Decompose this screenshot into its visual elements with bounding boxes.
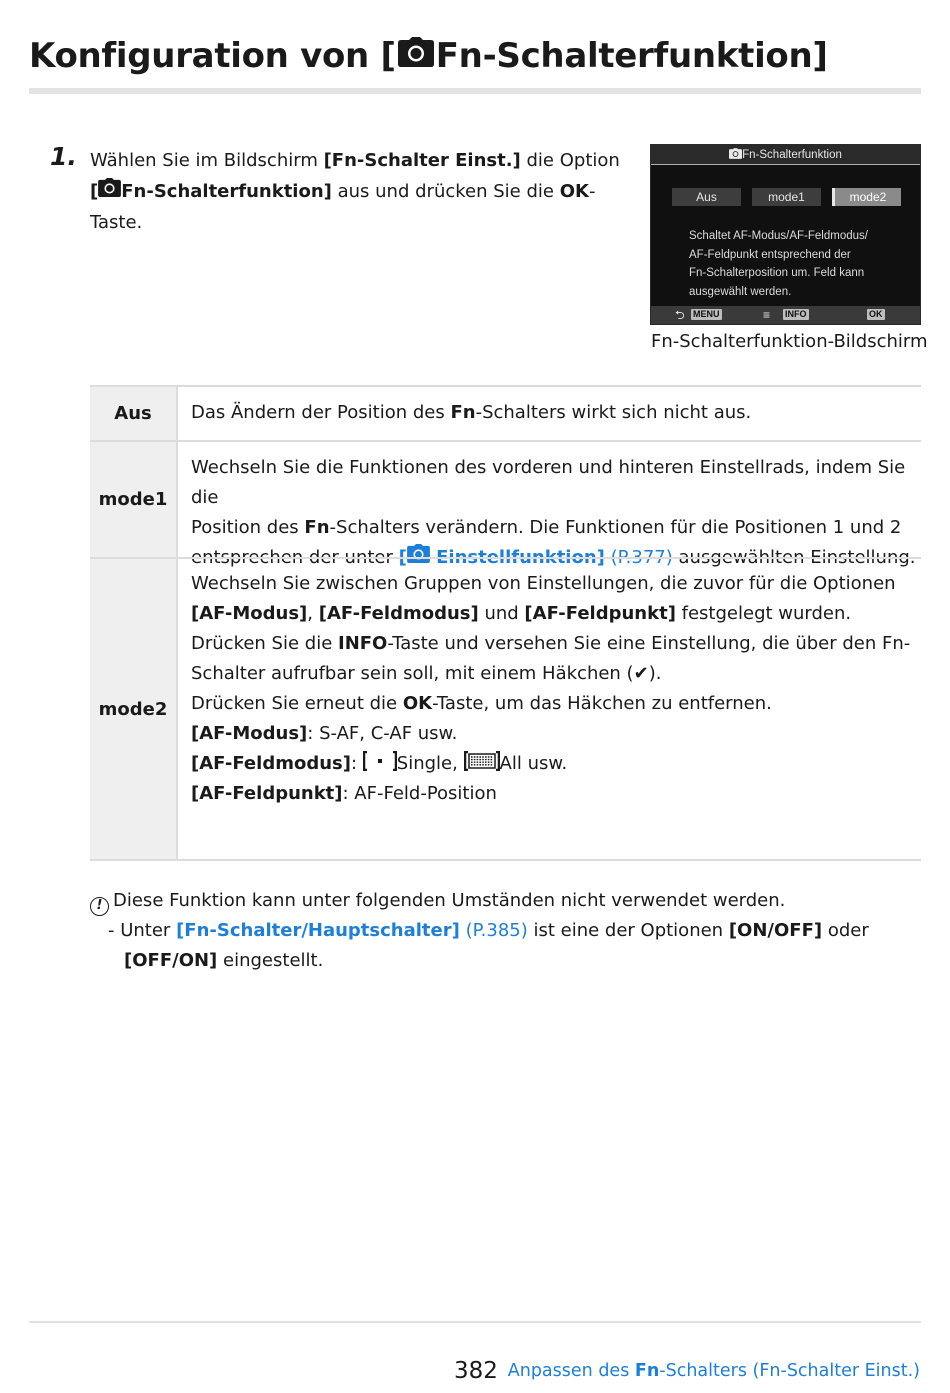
- row-key: Aus: [90, 387, 178, 440]
- fn-hauptschalter-link[interactable]: [Fn-Schalter/Hauptschalter]: [176, 920, 460, 941]
- screen-option-aus: Aus: [672, 188, 741, 206]
- all-targets-icon: [464, 751, 500, 771]
- options-table: [90, 385, 921, 861]
- row-value: Wechseln Sie zwischen Gruppen von Einstellungen, die zuvor für die Optionen [AF-Modus], [AF-Feldmodus] und [AF-Feldpunkt] festgelegt wurden. Drücken Sie die INFO-Taste und versehen Sie eine Einstellung, die über den Fn- Schalter aufrufbar sein soll, mit einem Häkchen (✔). Drücken Sie erneut die OK-Taste, um das Häkchen zu entfernen. [AF-Modus]: S-AF, C-AF usw. [AF-Feldmodus]: Single, All usw. [AF-Feldpunkt]: AF-Feld-Position: [191, 573, 911, 804]
- screen-description: Schaltet AF-Modus/AF-Feldmodus/ AF-Feldpunkt entsprechend der Fn-Schalterposition um. Feld kann ausgewählt werden.: [689, 230, 868, 298]
- camera-screen: [650, 144, 921, 325]
- einstellfunktion-link[interactable]: [ Einstellfunktion]: [399, 547, 605, 568]
- page-ref-link[interactable]: (P.377): [604, 547, 673, 568]
- screen-title: Fn-Schalterfunktion: [651, 145, 920, 165]
- screen-footer: [651, 306, 920, 324]
- camera-icon: [729, 148, 742, 159]
- screen-caption: Fn-Schalterfunktion-Bildschirm: [651, 331, 928, 352]
- ok-button-badge: OK: [869, 309, 883, 319]
- page-title: Konfiguration von [ Fn-Schalterfunktion]: [29, 36, 828, 76]
- title-underline: [29, 88, 921, 94]
- page-ref-link[interactable]: (P.385): [459, 920, 528, 941]
- checkmark-icon: ✔: [633, 663, 649, 684]
- single-target-icon: [363, 751, 397, 771]
- back-arrow-icon: ⮌: [675, 308, 685, 322]
- screen-option-mode2: mode2: [832, 188, 901, 206]
- row-value: Wechseln Sie die Funktionen des vorderen und hinteren Einstellrads, indem Sie die Position des Fn-Schalters verändern. Die Funktionen für die Positionen 1 und 2 entsprechen der unter [ Einstellfunktion] (P.377) ausgewählten Einstellung.: [191, 457, 916, 568]
- page-number: 382: [454, 1358, 498, 1384]
- row-value: Das Ändern der Position des Fn-Schalters wirkt sich nicht aus.: [191, 402, 752, 423]
- row-key: mode2: [90, 559, 178, 859]
- screen-option-mode1: mode1: [752, 188, 821, 206]
- camera-icon: [398, 37, 434, 67]
- menu-button-badge: MENU: [693, 309, 720, 319]
- table-row-mode2: [90, 557, 921, 861]
- table-row-mode1: [90, 440, 921, 568]
- restriction-note: ! Diese Funktion kann unter folgenden Umständen nicht verwendet werden. - Unter [Fn-Schalter/Hauptschalter] (P.385) ist eine der Optionen [ON/OFF] oder [OFF/ON] eingestellt.: [90, 886, 920, 976]
- table-row-aus: [90, 385, 921, 440]
- settings-list-icon: ≡: [763, 308, 771, 322]
- info-button-badge: INFO: [785, 309, 807, 319]
- step-number: 1.: [50, 142, 77, 171]
- caution-icon: !: [90, 897, 109, 916]
- step-instruction: Wählen Sie im Bildschirm [Fn-Schalter Einst.] die Option [ Fn-Schalterfunktion] aus und drücken Sie die OK-Taste.: [90, 150, 620, 233]
- footer-rule: [29, 1321, 921, 1323]
- camera-icon: [98, 178, 121, 197]
- chapter-link[interactable]: Anpassen des Fn-Schalters (Fn-Schalter Einst.): [507, 1361, 920, 1381]
- row-key: mode1: [90, 442, 178, 557]
